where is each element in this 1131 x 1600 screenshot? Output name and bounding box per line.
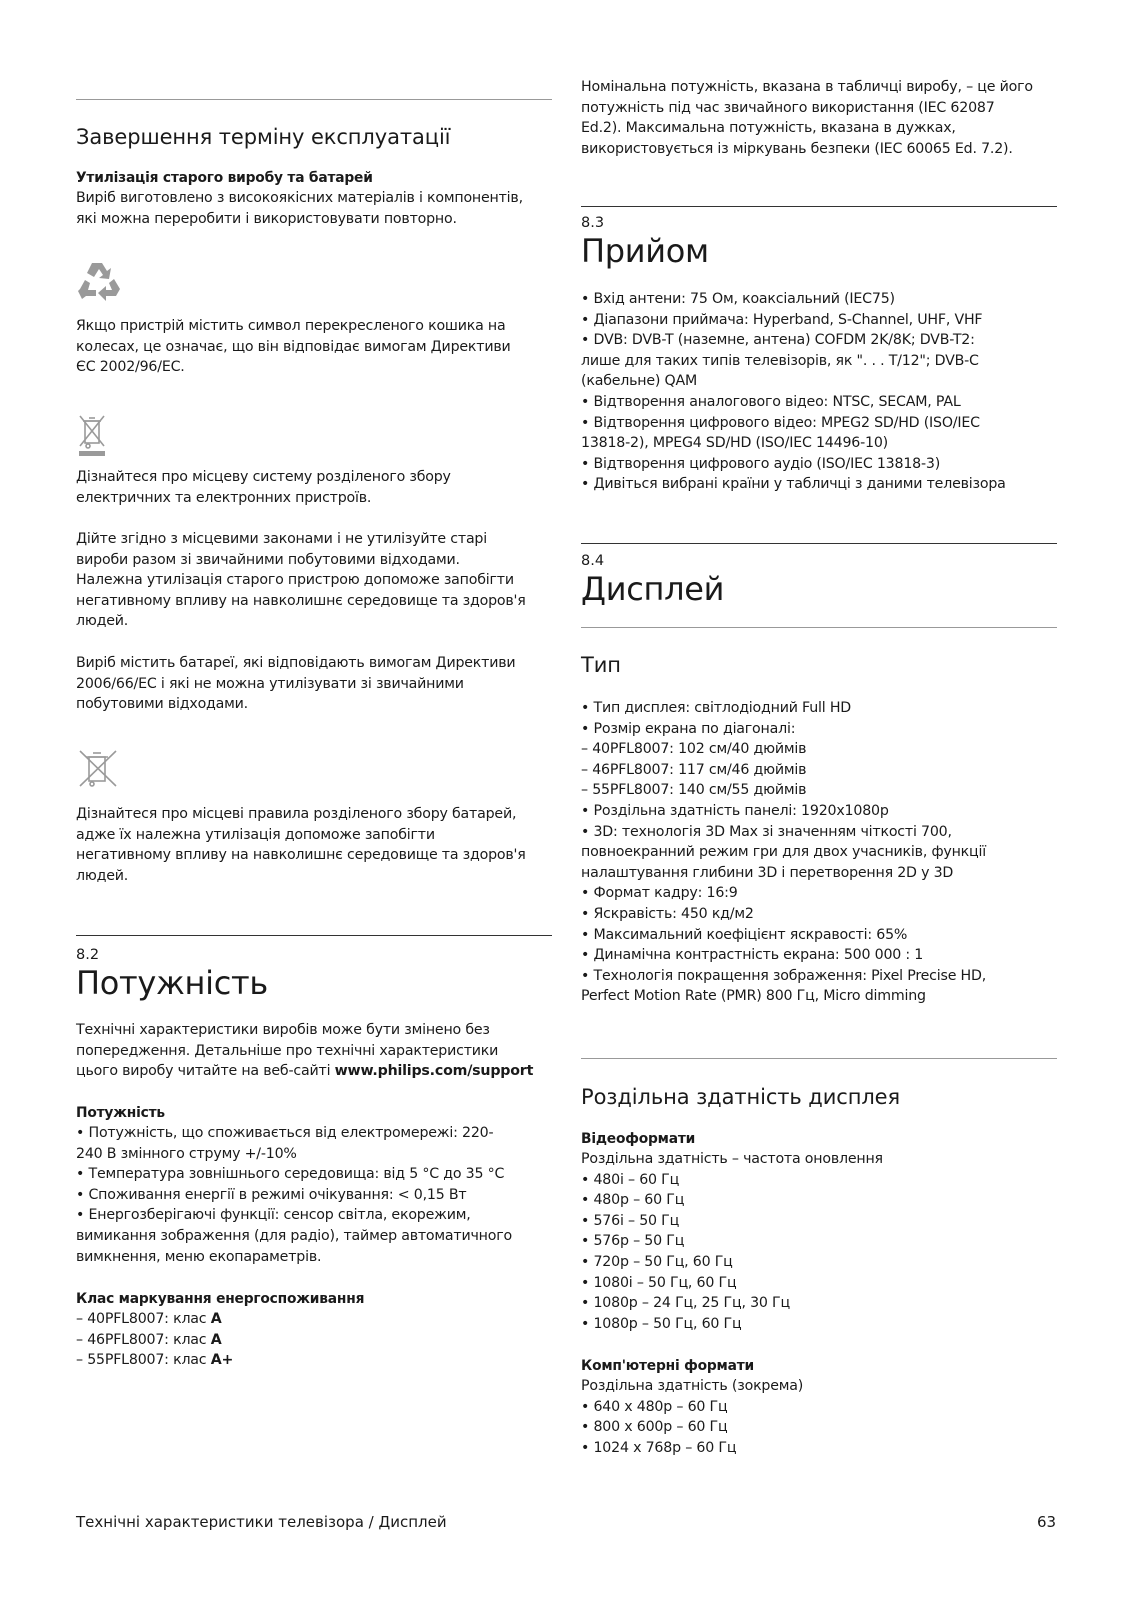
text-line: 2006/66/ЕС і які не можна утилізувати зі звичайними [76,675,464,692]
list-item: • 720p – 50 Гц, 60 Гц [581,1253,733,1270]
text-line: Технічні характеристики виробів може бути змінено без [76,1022,490,1038]
list-item: • 3D: технологія 3D Max зі значенням чіткості 700, [581,823,952,840]
text-line: негативному впливу на навколишнє середовище та здоров'я [76,592,526,609]
list-item: • 480i – 60 Гц [581,1171,680,1188]
section-divider [581,1058,1057,1059]
nominal-power-paragraph [581,77,1057,159]
text-line: Якщо пристрій містить символ перекресленого кошика на [76,318,506,334]
text-line: людей. [76,613,129,630]
list-item: • 480p – 60 Гц [581,1192,685,1209]
local-laws-paragraph [76,529,552,632]
section-divider [581,627,1057,628]
section-rule [581,206,1057,207]
power-subtitle: Потужність [76,1105,165,1121]
list-item: • 1080i – 50 Гц, 60 Гц [581,1274,737,1291]
text-span: цього виробу читайте на веб-сайті [76,1063,335,1080]
text-line: електричних та електронних пристроїв. [76,489,372,506]
list-item: 240 В змінного струму +/-10% [76,1145,297,1162]
list-item: • Тип дисплея: світлодіодний Full HD [581,700,852,716]
text-line: Дізнайтеся про місцеві правила розділеного збору батарей, [76,806,517,822]
list-item: – 55PFL8007: 140 см/55 дюймів [581,782,807,799]
list-item: • DVB: DVB-T (наземне, антена) COFDM 2K/8K; DVB-T2: [581,332,975,349]
list-item: • 1080p – 24 Гц, 25 Гц, 30 Гц [581,1295,790,1312]
text-line: вироби разом зі звичайними побутовими відходами. [76,551,460,568]
energy-class: A [210,1311,222,1327]
model-label: – 40PFL8007: клас [76,1311,211,1327]
text-line: які можна переробити і використовувати повторно. [76,210,457,227]
list-item: 13818-2), MPEG4 SD/HD (ISO/IEC 14496-10) [581,435,889,452]
power-list [76,1123,552,1267]
section-rule [581,543,1057,544]
model-label: – 55PFL8007: клас [76,1352,211,1369]
reception-title: Прийом [581,232,709,270]
list-item: Perfect Motion Rate (PMR) 800 Гц, Micro dimming [581,988,926,1005]
list-item: налаштування глибини 3D і перетворення 2D у 3D [581,864,954,881]
end-of-use-title: Завершення терміну експлуатації [76,125,451,149]
intro-paragraph [76,188,552,229]
list-item: • Технологія покращення зображення: Pixel Precise HD, [581,967,987,984]
list-item: • Потужність, що споживається від електромережі: 220- [76,1125,494,1141]
footer-title: Технічні характеристики телевізора / Дисплей [76,1513,447,1531]
pc-formats-list [581,1376,1057,1458]
list-item: • Відтворення цифрового аудіо (ISO/IEC 13818-3) [581,455,941,472]
section-rule [76,935,552,936]
text-line: попередження. Детальніше про технічні характеристики [76,1042,499,1059]
power-title: Потужність [76,964,268,1002]
disposal-subtitle: Утилізація старого виробу та батарей [76,170,373,186]
list-item: • Розмір екрана по діагоналі: [581,720,796,737]
list-item: • Вхід антени: 75 Ом, коаксіальний (IEC75) [581,291,895,307]
display-type-title: Тип [581,653,621,677]
list-item: • 576p – 50 Гц [581,1233,685,1250]
recycle-icon [76,259,124,305]
list-item [76,1350,552,1371]
text-line: Виріб виготовлено з високоякісних матеріалів і компонентів, [76,190,523,206]
list-item: • Температура зовнішнього середовища: від 5 °C до 35 °C [76,1166,505,1183]
list-item: • Максимальний коефіцієнт яскравості: 65% [581,926,908,943]
list-item: • 1080p – 50 Гц, 60 Гц [581,1315,742,1332]
text-line: ЄС 2002/96/ЕС. [76,359,185,376]
batteries-paragraph [76,653,552,715]
text-line: Дізнайтеся про місцеву систему розділеного збору [76,469,451,485]
reception-list [581,289,1057,495]
energy-class: A [210,1331,222,1348]
display-type-list [581,698,1057,1007]
list-item: Роздільна здатність (зокрема) [581,1378,804,1394]
list-item: • 640 x 480p – 60 Гц [581,1398,728,1415]
text-line: Ed.2). Максимальна потужність, вказана в дужках, [581,120,956,137]
text-line [76,1061,552,1082]
energy-class-subtitle: Клас маркування енергоспоживання [76,1291,365,1307]
power-intro [76,1020,552,1082]
list-item: – 46PFL8007: 117 см/46 дюймів [581,761,807,778]
list-item: • 800 x 600p – 60 Гц [581,1419,728,1436]
model-label: – 46PFL8007: клас [76,1331,211,1348]
section-number: 8.4 [581,553,605,569]
list-item: • Діапазони приймача: Hyperband, S-Channel, UHF, VHF [581,311,983,328]
list-item: – 40PFL8007: 102 см/40 дюймів [581,741,807,758]
text-line: людей. [76,867,129,884]
list-item: • Яскравість: 450 кд/м2 [581,905,754,922]
text-line: Виріб містить батареї, які відповідають вимогам Директиви [76,655,516,671]
crossed-bin-battery-icon [76,748,120,790]
page-number: 63 [1037,1513,1057,1531]
section-number: 8.2 [76,947,100,963]
list-item: • Відтворення аналогового відео: NTSC, SECAM, PAL [581,393,961,410]
text-line: побутовими відходами. [76,696,248,713]
list-item: • Споживання енергії в режимі очікування: < 0,15 Вт [76,1186,467,1203]
list-item: • Енергозберігаючі функції: сенсор світла, екорежим, [76,1207,471,1224]
list-item: • 1024 x 768p – 60 Гц [581,1439,737,1456]
energy-class-list [76,1309,552,1371]
list-item: лише для таких типів телевізорів, як ". . . T/12"; DVB-C [581,352,979,369]
text-line: негативному впливу на навколишнє середовище та здоров'я [76,847,526,864]
list-item: • Дивіться вибрані країни у табличці з даними телевізора [581,476,1006,493]
list-item: • Відтворення цифрового відео: MPEG2 SD/HD (ISO/IEC [581,414,980,431]
section-divider [76,99,552,100]
text-line: колесах, це означає, що він відповідає вимогам Директиви [76,338,511,355]
battery-rules-paragraph [76,804,552,886]
list-item: • 576i – 50 Гц [581,1212,680,1229]
list-item: Роздільна здатність – частота оновлення [581,1151,883,1167]
support-link[interactable]: www.philips.com/support [334,1063,534,1080]
list-item [76,1330,552,1351]
display-title: Дисплей [581,570,725,608]
list-item: (кабельне) QAM [581,373,698,390]
local-system-paragraph [76,467,552,508]
energy-class: A+ [210,1352,234,1369]
crossed-bin-icon [76,412,110,458]
text-line: Номінальна потужність, вказана в табличці виробу, – це його [581,79,1033,95]
list-item: • Роздільна здатність панелі: 1920x1080p [581,802,889,819]
video-formats-subtitle: Відеоформати [581,1131,696,1147]
section-number: 8.3 [581,215,605,231]
text-line: Належна утилізація старого пристрою допоможе запобігти [76,572,514,589]
video-formats-list [581,1149,1057,1334]
list-item [76,1309,552,1330]
resolution-title: Роздільна здатність дисплея [581,1085,901,1109]
list-item: вимкнення, меню екопараметрів. [76,1248,322,1265]
text-line: Дійте згідно з місцевими законами і не утилізуйте старі [76,531,487,547]
list-item: вимикання зображення (для радіо), таймер автоматичного [76,1227,512,1244]
text-line: адже їх належна утилізація допоможе запобігти [76,826,435,843]
crossed-bin-paragraph [76,316,552,378]
list-item: повноекранний режим гри для двох учасників, функції [581,844,986,861]
list-item: • Динамічна контрастність екрана: 500 000 : 1 [581,947,924,964]
list-item: • Формат кадру: 16:9 [581,885,738,902]
pc-formats-subtitle: Комп'ютерні формати [581,1358,754,1374]
text-line: потужність під час звичайного використання (IEC 62087 [581,99,995,116]
text-line: використовується із міркувань безпеки (IEC 60065 Ed. 7.2). [581,140,1013,157]
